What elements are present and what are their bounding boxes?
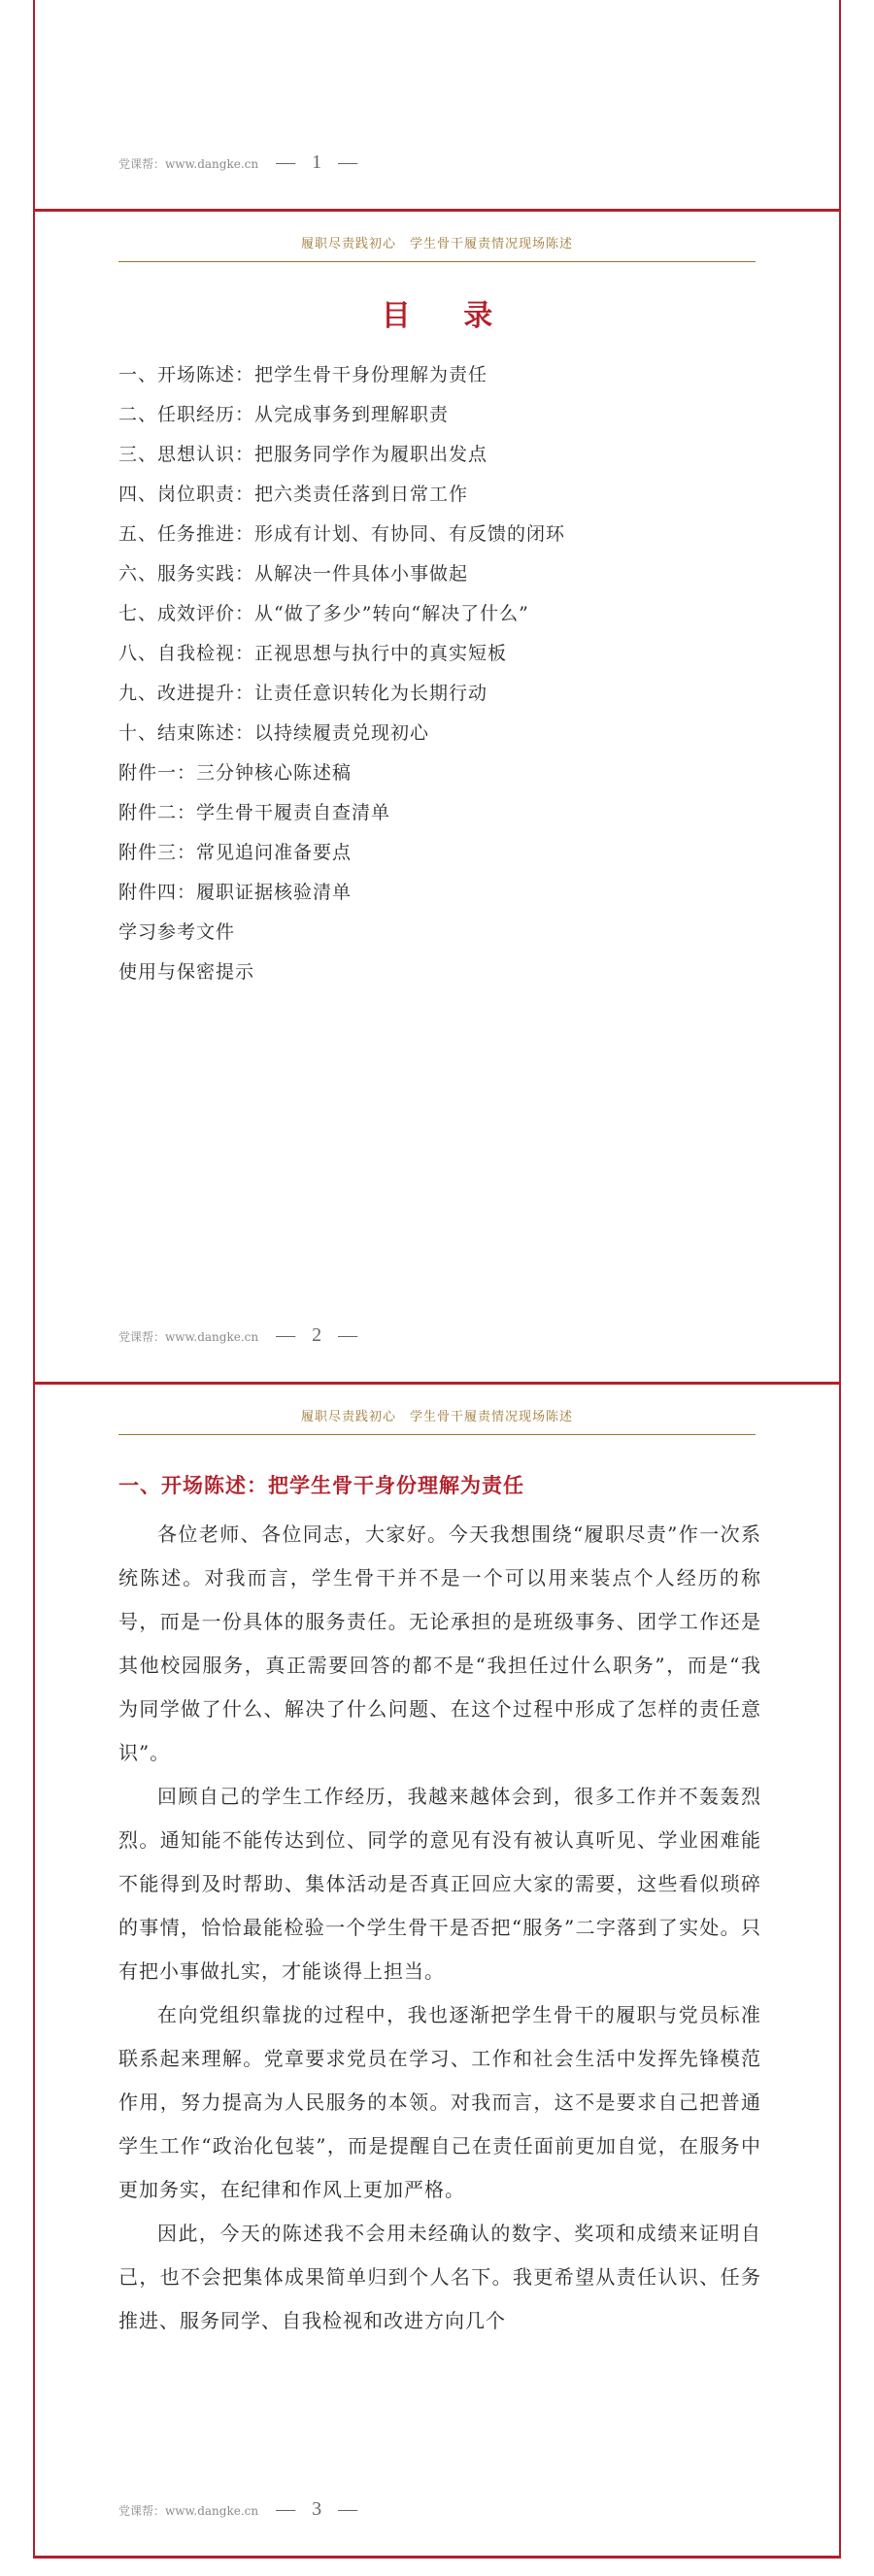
toc-item[interactable]: 一、开场陈述：把学生骨干身份理解为责任: [118, 364, 488, 385]
section-body: [118, 1513, 761, 2343]
toc-item[interactable]: 十、结束陈述：以持续履责兑现初心: [118, 722, 430, 744]
toc-title: 目 录: [381, 299, 515, 333]
body-paragraph: 因此，今天的陈述我不会用未经确认的数字、奖项和成绩来证明自己，也不会把集体成果简单归到个人名下。我更希望从责任认识、任务推进、服务同学、自我检视和改进方向几个: [118, 2222, 761, 2332]
page-number: — 3 —: [276, 2498, 364, 2520]
footer-site: 党课帮：www.dangke.cn: [118, 2504, 259, 2518]
page-footer: [118, 1324, 363, 1347]
toc-item[interactable]: 四、岗位职责：把六类责任落到日常工作: [118, 484, 469, 505]
footer-site: 党课帮：www.dangke.cn: [118, 1330, 259, 1344]
body-paragraph: 回顾自己的学生工作经历，我越来越体会到，很多工作并不轰轰烈烈。通知能不能传达到位、同学的意见有没有被认真听见、学业困难能不能得到及时帮助、集体活动是否真正回应大家的需要，这些看似琐碎的事情，恰恰最能检验一个学生骨干是否把“服务”二字落到了实处。只有把小事做扎实，才能谈得上担当。: [118, 1785, 761, 1983]
page-number: — 1 —: [276, 151, 364, 173]
toc-item[interactable]: 使用与保密提示: [118, 961, 255, 983]
running-header: 履职尽责践初心 学生骨干履责情况现场陈述: [118, 1406, 756, 1435]
toc-item[interactable]: 附件一：三分钟核心陈述稿: [118, 762, 353, 784]
toc-list: [118, 355, 565, 992]
toc-item[interactable]: 附件三：常见追问准备要点: [118, 842, 353, 863]
page-3: [33, 1385, 841, 2559]
toc-item[interactable]: 七、成效评价：从“做了多少”转向“解决了什么”: [118, 603, 529, 624]
page-footer: [118, 2498, 363, 2521]
page-2: [33, 212, 841, 1385]
body-paragraph: 各位老师、各位同志，大家好。今天我想围绕“履职尽责”作一次系统陈述。对我而言，学生骨干并不是一个可以用来装点个人经历的称号，而是一份具体的服务责任。无论承担的是班级事务、团学工作还是其他校园服务，真正需要回答的都不是“我担任过什么职务”，而是“我为同学做了什么、解决了什么问题、在这个过程中形成了怎样的责任意识”。: [118, 1522, 761, 1764]
toc-item[interactable]: 学习参考文件: [118, 921, 236, 943]
toc-item[interactable]: 附件二：学生骨干履责自查清单: [118, 802, 391, 823]
toc-item[interactable]: 九、改进提升：让责任意识转化为长期行动: [118, 683, 488, 704]
section-heading: 一、开场陈述：把学生骨干身份理解为责任: [118, 1474, 524, 1497]
page-footer: [118, 151, 363, 174]
running-header: 履职尽责践初心 学生骨干履责情况现场陈述: [118, 233, 756, 262]
toc-item[interactable]: 二、任职经历：从完成事务到理解职责: [118, 404, 450, 425]
toc-item[interactable]: 八、自我检视：正视思想与执行中的真实短板: [118, 643, 508, 664]
footer-site: 党课帮：www.dangke.cn: [118, 157, 259, 171]
toc-item[interactable]: 三、思想认识：把服务同学作为履职出发点: [118, 444, 488, 465]
page-1: [33, 0, 841, 212]
page-number: — 2 —: [276, 1324, 364, 1346]
toc-item[interactable]: 附件四：履职证据核验清单: [118, 882, 353, 903]
body-paragraph: 在向党组织靠拢的过程中，我也逐渐把学生骨干的履职与党员标准联系起来理解。党章要求党员在学习、工作和社会生活中发挥先锋模范作用，努力提高为人民服务的本领。对我而言，这不是要求自己把普通学生工作“政治化包装”，而是提醒自己在责任面前更加自觉，在服务中更加务实，在纪律和作风上更加严格。: [118, 2003, 761, 2201]
toc-item[interactable]: 六、服务实践：从解决一件具体小事做起: [118, 563, 469, 585]
toc-item[interactable]: 五、任务推进：形成有计划、有协同、有反馈的闭环: [118, 523, 566, 545]
